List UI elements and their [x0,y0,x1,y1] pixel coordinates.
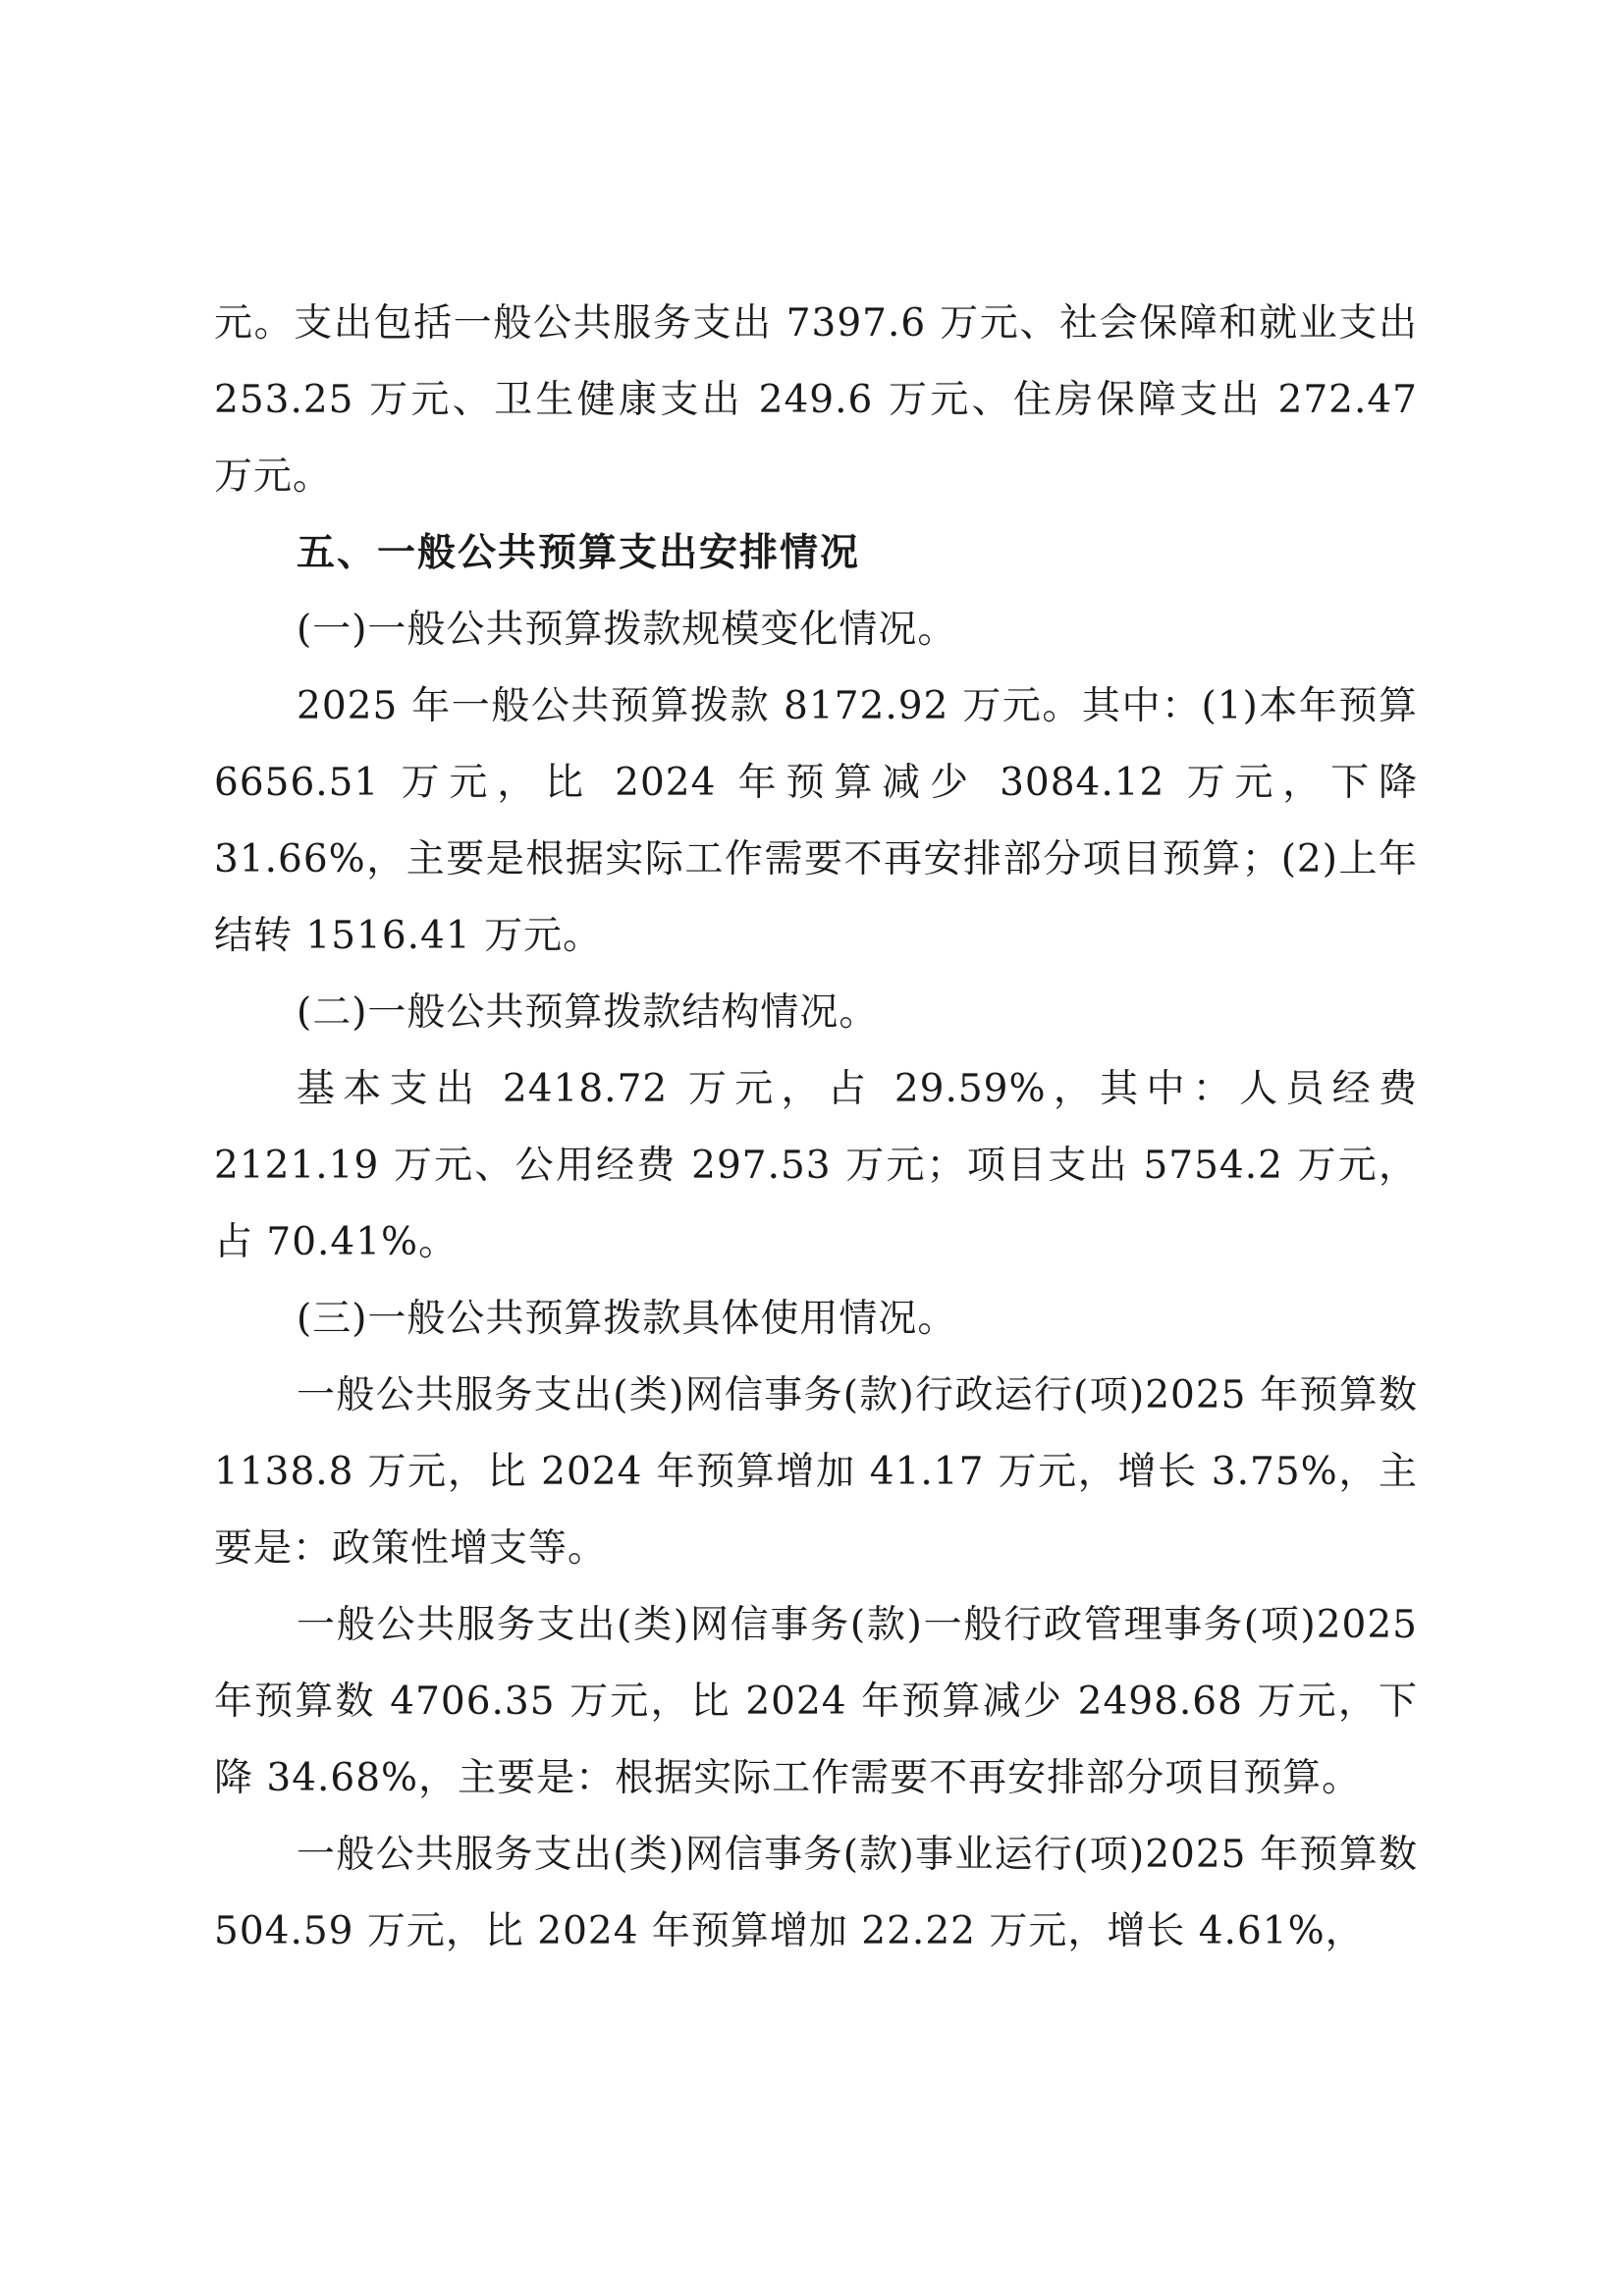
paragraph-basic-expenditure: 基本支出 2418.72 万元，占 29.59%，其中：人员经费 2121.19 万元、公用经费 297.53 万元；项目支出 5754.2 万元，占 70.41%。 [214,1067,1418,1264]
section-heading-five: 五、一般公共预算支出安排情况 [297,531,861,575]
subheading-scale-change: (一)一般公共预算拨款规模变化情况。 [297,608,957,652]
paragraph-admin-operation: 一般公共服务支出(类)网信事务(款)行政运行(项)2025 年预算数 1138.8 万元，比 2024 年预算增加 41.17 万元，增长 3.75%，主要是：政策性增支等。 [214,1373,1418,1571]
subheading-specific-use: (三)一般公共预算拨款具体使用情况。 [297,1297,957,1341]
subheading-structure: (二)一般公共预算拨款结构情况。 [297,990,879,1035]
paragraph-general-admin-affairs: 一般公共服务支出(类)网信事务(款)一般行政管理事务(项)2025 年预算数 4706.35 万元，比 2024 年预算减少 2498.68 万元，下降 34.68%，主要是：根据实际工作需要不再安排部分项目预算。 [214,1603,1418,1800]
paragraph-continued-expenditure: 元。支出包括一般公共服务支出 7397.6 万元、社会保障和就业支出 253.25 万元、卫生健康支出 249.6 万元、住房保障支出 272.47 万元。 [214,301,1418,499]
paragraph-institution-operation: 一般公共服务支出(类)网信事务(款)事业运行(项)2025 年预算数 504.59 万元，比 2024 年预算增加 22.22 万元，增长 4.61%， [214,1833,1418,1953]
document-body [214,286,1418,1970]
paragraph-appropriation-total: 2025 年一般公共预算拨款 8172.92 万元。其中：(1)本年预算 6656.51 万元，比 2024 年预算减少 3084.12 万元，下降 31.66%，主要是根据实际工作需要不再安排部分项目预算；(2)上年结转 1516.41 万元。 [214,684,1418,958]
